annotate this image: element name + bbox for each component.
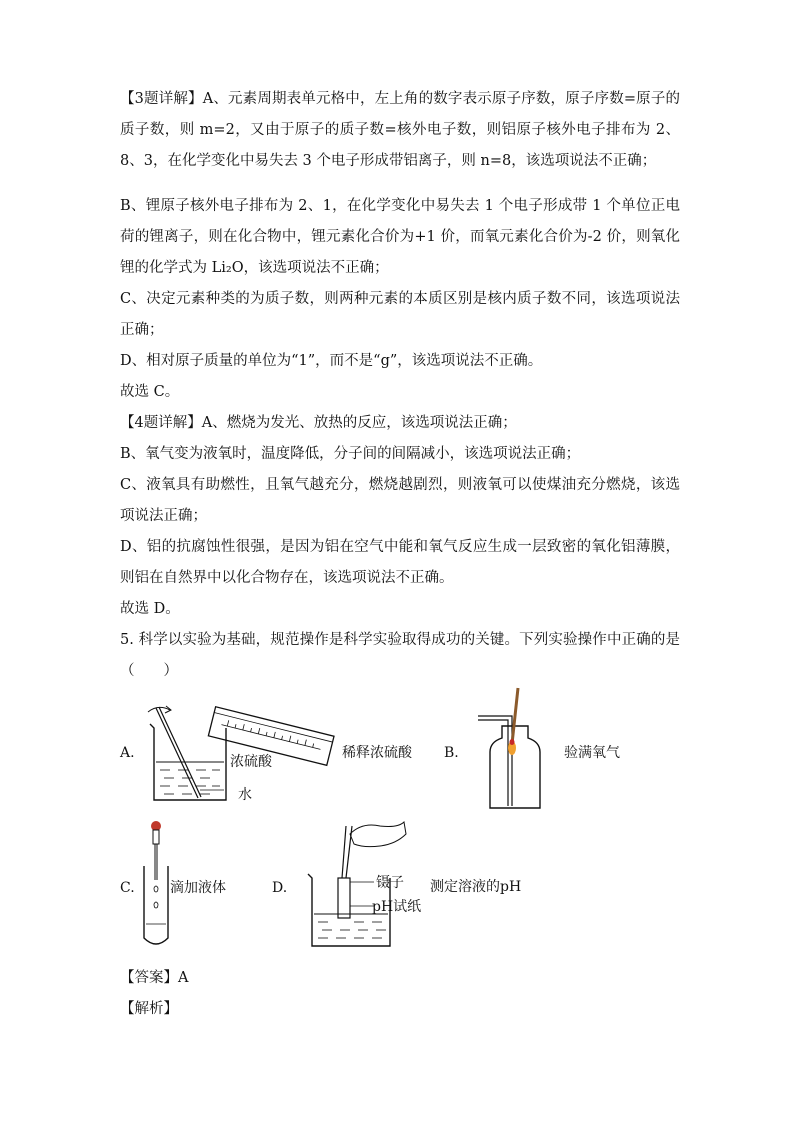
option-d-caption: 测定溶液的pH: [430, 879, 522, 895]
option-b-letter: B.: [444, 745, 459, 761]
analysis-4-a: 【4题详解】A、燃烧为发光、放热的反应，该选项说法正确；: [120, 415, 517, 431]
option-a-letter: A.: [120, 745, 135, 761]
option-a-water-label: 水: [238, 787, 252, 803]
option-d-paper-label: pH试纸: [372, 899, 422, 915]
option-c-caption: 滴加液体: [170, 880, 226, 896]
option-a-acid-label: 浓硫酸: [230, 754, 272, 770]
option-b-diagram: [474, 686, 554, 812]
option-d-tweezers-label: 镊子: [376, 875, 404, 891]
option-b-caption: 验满氧气: [564, 745, 620, 761]
analysis-4-b: B、氧气变为液氧时，温度降低，分子间的间隔减小，该选项说法正确；: [120, 446, 581, 462]
question-5-stem: 5. 科学以实验为基础，规范操作是科学实验取得成功的关键。下列实验操作中正确的是（ ）: [120, 632, 680, 679]
analysis-3-a: 【3题详解】A、元素周期表单元格中，左上角的数字表示原子序数，原子序数=原子的质子数，则 m=2，又由于原子的质子数=核外电子数，则铝原子核外电子排布为 2、8、3，在化学变化中易失去 3 个电子形成带铝离子，则 n=8，该选项说法不正确；: [120, 91, 680, 169]
option-d-letter: D.: [272, 880, 288, 896]
analysis-3-b: B、锂原子核外电子排布为 2、1，在化学变化中易失去 1 个电子形成带 1 个单位正电荷的锂离子，则在化合物中，锂元素化合价为+1 价，而氧元素化合价为-2 价，则氧化锂的化学式为 Li₂O，该选项说法不正确；: [120, 198, 680, 276]
analysis-4-c: C、液氧具有助燃性，且氧气越充分，燃烧越剧烈，则液氧可以使煤油充分燃烧，该选项说法正确；: [120, 477, 680, 524]
analysis-heading: 【解析】: [120, 1001, 178, 1017]
option-c-letter: C.: [120, 880, 135, 896]
analysis-3-d: D、相对原子质量的单位为“1”，而不是“g”，该选项说法不正确。: [120, 353, 543, 369]
option-a-caption: 稀释浓硫酸: [342, 745, 412, 761]
answer: 【答案】A: [120, 970, 189, 986]
analysis-4-d: D、铝的抗腐蚀性很强，是因为铝在空气中能和氧气反应生成一层致密的氧化铝薄膜，则铝在自然界中以化合物存在，该选项说法不正确。: [120, 539, 680, 586]
analysis-3-conclusion: 故选 C。: [120, 384, 180, 400]
analysis-3-c: C、决定元素种类的为质子数，则两种元素的本质区别是核内质子数不同，该选项说法正确；: [120, 291, 680, 338]
analysis-4-conclusion: 故选 D。: [120, 601, 180, 617]
